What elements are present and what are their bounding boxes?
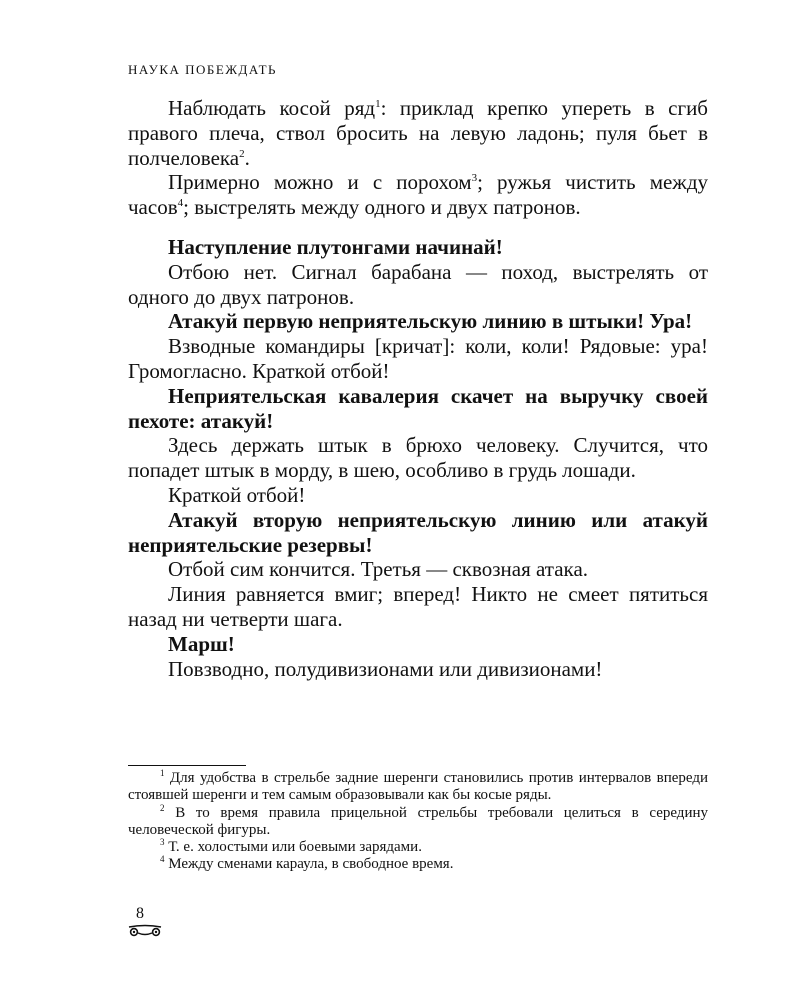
footnote [128,839,708,856]
paragraph-text: . [244,145,250,170]
footnote-number: 4 [160,854,165,865]
paragraph [128,96,708,170]
footnote-text: В то время правила прицельной стрельбы требовали целиться в середину человеческой фигуры. [128,804,708,838]
footnote [128,802,708,840]
command-heading: Наступление плутонгами начинай! [168,234,503,259]
footnotes [128,770,708,874]
footnote-text: Для удобства в стрельбе задние шеренги становились против интервалов впереди стоявшей шеренги и тем самым образовывали как бы косые ряды. [128,770,709,804]
footnote [128,856,708,873]
paragraph-text: Примерно можно и с порохом [168,170,472,195]
paragraph: Здесь держать штык в брюхо человеку. Случится, что попадет штык в морду, в шею, особливо в грудь лошади. [128,433,708,483]
scroll-ornament-icon [127,923,163,937]
command-heading: Атакуй вторую неприятельскую линию или атакуй неприятельские резервы! [128,507,708,557]
paragraph: Взводные командиры [кричат]: коли, коли! Рядовые: ура! Громогласно. Краткой отбой! [128,334,708,383]
paragraph: Краткой отбой! [168,482,306,507]
paragraph-text: : приклад крепко упереть в сгиб правого плеча, ствол бросить на левую ладонь; пуля бьет в полчеловека [128,96,708,170]
paragraph-text: Наблюдать косой ряд [168,96,376,120]
footnote [128,770,708,805]
paragraph-text: ; выстрелять между одного и двух патронов. [183,195,581,220]
command-heading: Атакуй первую неприятельскую линию в штыки! Ура! [168,309,693,334]
footnote-divider [128,765,246,766]
paragraph-text: ; ружья чистить между часов [128,170,708,220]
footnote-text: Между сменами караула, в свободное время. [168,856,454,873]
paragraph: Повзводно, полудивизионами или дивизионами! [168,656,603,681]
main-text [128,96,708,681]
paragraph: Линия равняется вмиг; вперед! Никто не смеет пятиться назад ни четверти шага. [128,582,708,631]
footnote-ref[interactable]: 3 [471,172,478,185]
footnote-number: 1 [160,768,165,778]
footnote-ref[interactable]: 4 [177,197,184,210]
footnote-ref[interactable]: 2 [239,147,245,160]
command-heading: Неприятельская кавалерия скачет на выручку своей пехоте: атакуй! [128,383,708,433]
footnote-ref[interactable]: 1 [375,98,381,110]
paragraph [128,170,708,220]
footnote-number: 2 [160,802,165,813]
running-header: НАУКА ПОБЕЖДАТЬ [128,62,277,77]
paragraph: Отбою нет. Сигнал барабана — поход, выстрелять от одного до двух патронов. [128,259,708,309]
footnote-number: 3 [160,837,165,848]
command-heading: Марш! [168,631,235,656]
page-number: 8 [136,905,144,922]
paragraph: Отбой сим кончится. Третья — сквозная атака. [168,557,589,582]
footnote-text: Т. е. холостыми или боевыми зарядами. [168,839,422,856]
